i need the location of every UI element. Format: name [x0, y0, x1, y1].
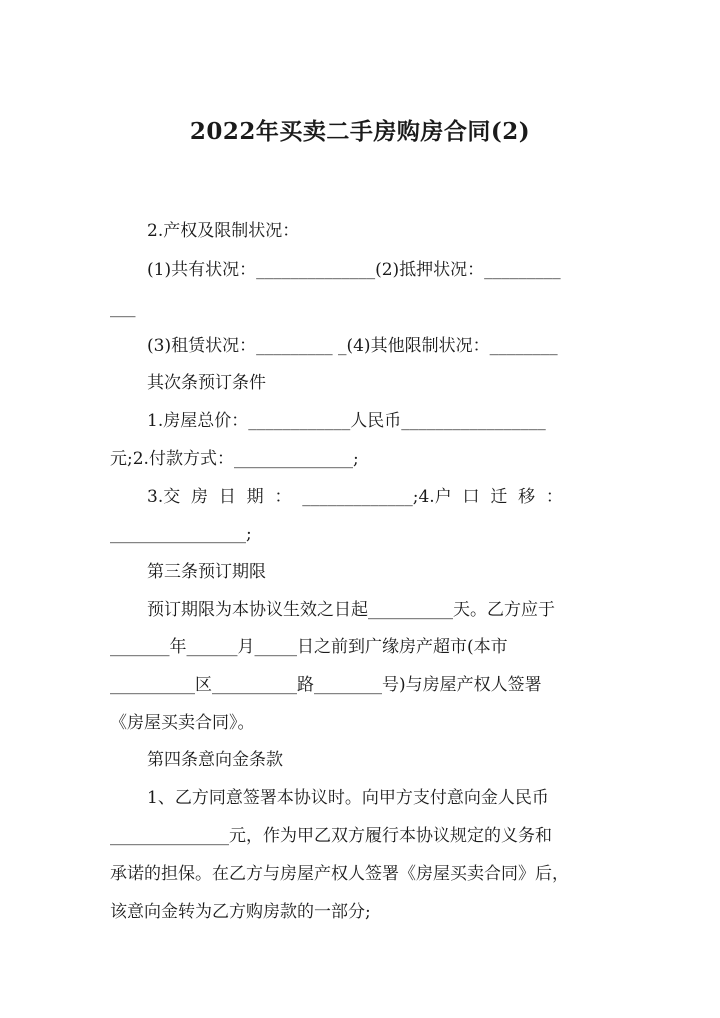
text-line-continuation: ___	[110, 298, 136, 318]
text-line-co-ownership: (1)共有状况：______________(2)抵押状况：_________	[147, 260, 561, 280]
article-heading-fourth: 第四条意向金条款	[147, 750, 283, 770]
article-heading-third: 第三条预订期限	[147, 562, 266, 582]
text-line-delivery-date: 3.交 房 日 期 ： _____________;4.户 口 迁 移 ：	[147, 487, 563, 507]
text-line-booking-period: 预订期限为本协议生效之日起__________天。乙方应于	[147, 600, 555, 620]
text-line-date-blanks: _______年______月_____日之前到广缘房产超市(本市	[110, 637, 508, 657]
text-line-address-blanks: __________区__________路________号)与房屋产权人签署	[110, 675, 542, 695]
text-line-continuation: ________________;	[110, 524, 252, 544]
text-line-deposit-amount: ______________元，作为甲乙双方履行本协议规定的义务和	[110, 826, 552, 846]
text-line-contract-name: 《房屋买卖合同》。	[110, 713, 255, 733]
text-line-guarantee: 承诺的担保。在乙方与房屋产权人签署《房屋买卖合同》后，	[110, 864, 569, 884]
text-line-lease-status: (3)租赁状况：_________ _(4)其他限制状况：________	[147, 336, 558, 356]
text-line-deposit-conversion: 该意向金转为乙方购房款的一部分;	[110, 902, 371, 922]
text-line-payment-method: 元;2.付款方式：______________;	[110, 449, 359, 469]
article-heading-second: 其次条预订条件	[147, 373, 266, 393]
text-line-total-price: 1.房屋总价：____________人民币_________________	[147, 411, 546, 431]
section-heading-property-rights: 2.产权及限制状况：	[147, 221, 300, 241]
text-line-deposit-clause: 1、乙方同意签署本协议时。向甲方支付意向金人民币	[147, 788, 549, 808]
document-title: 2022年买卖二手房购房合同(2)	[189, 118, 531, 145]
